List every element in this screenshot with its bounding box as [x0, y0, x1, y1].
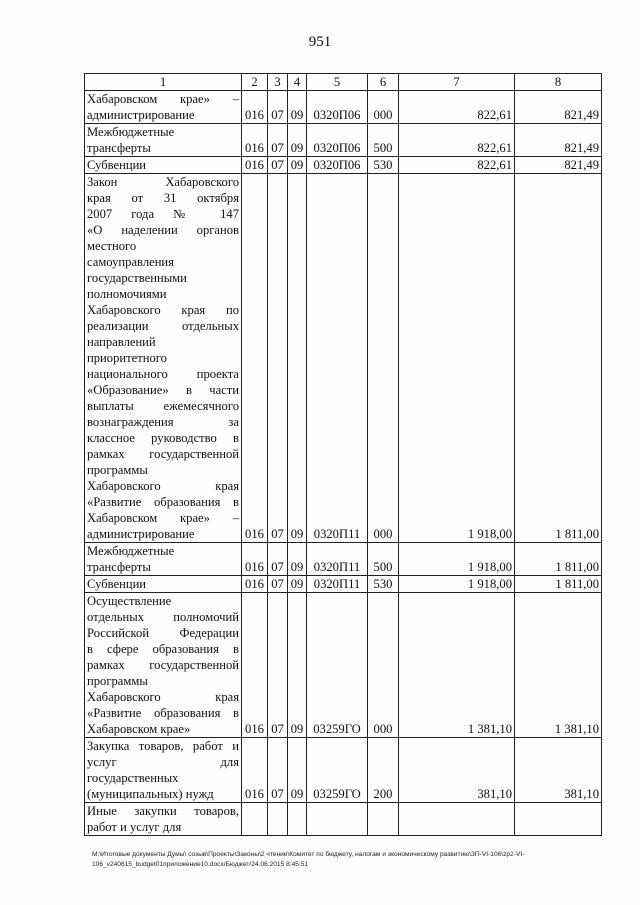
item-name-line: трансферты [87, 141, 151, 155]
cell-item-name [85, 124, 242, 157]
cell-amount-2016: 381,10 [399, 738, 515, 803]
cell-item-name [85, 593, 242, 738]
table-header-row [85, 74, 602, 91]
cell-item-name [85, 543, 242, 576]
cell-subsection: 09 [288, 576, 307, 593]
item-name-line: «Развитие образования в [87, 495, 239, 509]
cell-target-article: 0320П11 [307, 576, 368, 593]
cell-subsection: 09 [288, 124, 307, 157]
item-name-line: «Образование» в части [87, 383, 239, 397]
item-name-line: Межбюджетные [87, 544, 175, 558]
item-name-line: услуг для [87, 755, 239, 769]
cell-section: 07 [268, 738, 288, 803]
cell-amount-2016: 1 381,10 [399, 593, 515, 738]
table-row [85, 124, 602, 157]
item-name-line: вознаграждения за [87, 415, 239, 429]
cell-target-article: 03259ГО [307, 738, 368, 803]
table-row [85, 157, 602, 174]
cell-expense-type [368, 803, 399, 836]
item-name-line: администрирование [87, 108, 195, 122]
footer-path-line-2: 106_v240615_budget01приложение10.docx/Бюджет/24.06.2015 8:45:51 [92, 861, 309, 868]
item-name-line: Межбюджетные [87, 125, 175, 139]
item-name-line: Хабаровском крае» – [87, 92, 239, 106]
cell-amount-2016 [399, 803, 515, 836]
cell-amount-2016: 822,61 [399, 157, 515, 174]
cell-subsection: 09 [288, 91, 307, 124]
item-name-line: Хабаровского края [87, 690, 239, 704]
item-name-line: классное руководство в [87, 431, 239, 445]
cell-ministry-code: 016 [242, 91, 268, 124]
header-col-7: 7 [399, 74, 515, 91]
item-name-line: «О наделении органов [87, 223, 239, 237]
cell-amount-2017: 1 811,00 [515, 174, 602, 543]
item-name-line: «Развитие образования в [87, 706, 239, 720]
cell-item-name [85, 91, 242, 124]
cell-target-article: 0320П06 [307, 157, 368, 174]
header-col-3: 3 [268, 74, 288, 91]
cell-amount-2017: 1 811,00 [515, 543, 602, 576]
cell-expense-type: 000 [368, 593, 399, 738]
cell-amount-2017: 1 811,00 [515, 576, 602, 593]
cell-ministry-code [242, 803, 268, 836]
item-name-line: трансферты [87, 560, 151, 574]
header-col-8: 8 [515, 74, 602, 91]
item-name-line: 2007 года № 147 [87, 207, 239, 221]
item-name-line: Закон Хабаровского [87, 175, 239, 189]
item-name-line: программы [87, 463, 148, 477]
cell-section: 07 [268, 174, 288, 543]
cell-section: 07 [268, 91, 288, 124]
cell-ministry-code: 016 [242, 157, 268, 174]
cell-amount-2017: 381,10 [515, 738, 602, 803]
cell-amount-2017: 821,49 [515, 157, 602, 174]
item-name-line: направлений [87, 335, 156, 349]
item-name-line: Субвенции [87, 577, 147, 591]
item-name-line: реализации отдельных [87, 319, 239, 333]
table-row [85, 576, 602, 593]
item-name-line: работ и услуг для [87, 820, 182, 834]
item-name-line: администрирование [87, 527, 195, 541]
cell-ministry-code: 016 [242, 543, 268, 576]
cell-item-name [85, 738, 242, 803]
cell-amount-2016: 1 918,00 [399, 543, 515, 576]
item-name-line: самоуправления [87, 255, 174, 269]
table-row [85, 593, 602, 738]
cell-item-name [85, 157, 242, 174]
cell-section: 07 [268, 543, 288, 576]
cell-target-article: 0320П06 [307, 124, 368, 157]
cell-expense-type: 530 [368, 576, 399, 593]
table-row [85, 803, 602, 836]
cell-amount-2017: 821,49 [515, 91, 602, 124]
cell-expense-type: 000 [368, 174, 399, 543]
document-footer [92, 850, 612, 870]
cell-target-article: 0320П11 [307, 174, 368, 543]
item-name-line: государственных [87, 771, 179, 785]
table-row [85, 91, 602, 124]
item-name-line: в сфере образования в [87, 642, 239, 656]
item-name-line: национального проекта [87, 367, 239, 381]
cell-expense-type: 500 [368, 124, 399, 157]
item-name-line: Закупка товаров, работ и [87, 739, 239, 753]
item-name-line: Российской Федерации [87, 626, 239, 640]
budget-table [84, 73, 602, 836]
cell-expense-type: 500 [368, 543, 399, 576]
cell-amount-2017: 821,49 [515, 124, 602, 157]
item-name-line: Хабаровском крае» – [87, 511, 239, 525]
cell-ministry-code: 016 [242, 174, 268, 543]
item-name-line: Осуществление [87, 594, 172, 608]
header-col-4: 4 [288, 74, 307, 91]
cell-expense-type: 530 [368, 157, 399, 174]
header-col-1: 1 [85, 74, 242, 91]
table-row [85, 543, 602, 576]
page-number: 951 [308, 34, 332, 50]
cell-subsection [288, 803, 307, 836]
table-row [85, 738, 602, 803]
cell-amount-2017 [515, 803, 602, 836]
item-name-line: Субвенции [87, 158, 147, 172]
cell-ministry-code: 016 [242, 124, 268, 157]
header-col-2: 2 [242, 74, 268, 91]
cell-section: 07 [268, 576, 288, 593]
cell-target-article [307, 803, 368, 836]
cell-amount-2016: 1 918,00 [399, 174, 515, 543]
cell-target-article: 0320П11 [307, 543, 368, 576]
cell-target-article: 0320П06 [307, 91, 368, 124]
cell-subsection: 09 [288, 738, 307, 803]
item-name-line: Иные закупки товаров, [87, 804, 239, 818]
cell-section [268, 803, 288, 836]
cell-expense-type: 200 [368, 738, 399, 803]
cell-amount-2016: 1 918,00 [399, 576, 515, 593]
item-name-line: рамках государственной [87, 447, 239, 461]
item-name-line: Хабаровского края по [87, 303, 239, 317]
item-name-line: местного [87, 239, 137, 253]
cell-target-article: 03259ГО [307, 593, 368, 738]
cell-subsection: 09 [288, 593, 307, 738]
cell-ministry-code: 016 [242, 738, 268, 803]
cell-amount-2016: 822,61 [399, 124, 515, 157]
cell-amount-2017: 1 381,10 [515, 593, 602, 738]
item-name-line: отдельных полномочий [87, 610, 239, 624]
cell-section: 07 [268, 124, 288, 157]
item-name-line: Хабаровского края [87, 479, 239, 493]
table-row [85, 174, 602, 543]
cell-item-name [85, 803, 242, 836]
header-col-6: 6 [368, 74, 399, 91]
item-name-line: приоритетного [87, 351, 167, 365]
item-name-line: Хабаровском крае» [87, 722, 191, 736]
cell-section: 07 [268, 593, 288, 738]
cell-amount-2016: 822,61 [399, 91, 515, 124]
header-col-5: 5 [307, 74, 368, 91]
cell-subsection: 09 [288, 543, 307, 576]
footer-path-line-1: M:\Итоговые документы Думы\ созыв\Проекты\Законы\2 чтение\Комитет по бюджету, налогам и экономическому развитию\ЗП-VI-106\zp2-VI- [92, 851, 525, 858]
item-name-line: государственными [87, 271, 187, 285]
item-name-line: края от 31 октября [87, 191, 239, 205]
cell-ministry-code: 016 [242, 593, 268, 738]
cell-subsection: 09 [288, 174, 307, 543]
cell-ministry-code: 016 [242, 576, 268, 593]
cell-section: 07 [268, 157, 288, 174]
cell-expense-type: 000 [368, 91, 399, 124]
cell-item-name [85, 576, 242, 593]
item-name-line: рамках государственной [87, 658, 239, 672]
item-name-line: (муниципальных) нужд [87, 787, 214, 801]
cell-subsection: 09 [288, 157, 307, 174]
item-name-line: полномочиями [87, 287, 167, 301]
item-name-line: выплаты ежемесячного [87, 399, 239, 413]
item-name-line: программы [87, 674, 148, 688]
cell-item-name [85, 174, 242, 543]
